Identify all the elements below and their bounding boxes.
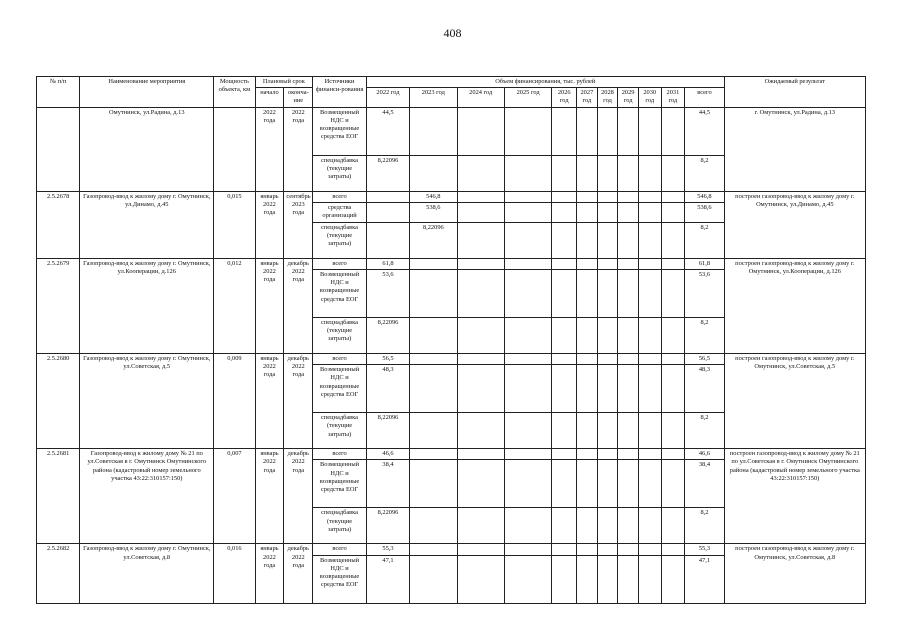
end-date: сентябрь 2023 года [284, 191, 313, 258]
total-value: 38,4 [685, 460, 724, 508]
start-date: январь 2022 года [255, 353, 284, 448]
year-value: 8,22096 [366, 508, 409, 544]
year-value [577, 202, 598, 222]
total-value: 8,2 [685, 508, 724, 544]
header-year: 2022 год [366, 88, 409, 107]
year-value [410, 107, 457, 155]
year-value: 44,5 [366, 107, 409, 155]
funding-source: Возмещенный НДС и возвращенные средства ЕОГ [313, 269, 367, 317]
funding-source: спецнадбавка (текущие затраты) [313, 317, 367, 353]
expected-result: построен газопровод-ввод к жилому дому г. Омутнинск, ул.Советская, д.5 [724, 353, 865, 448]
header-name: Наименование мероприятия [80, 77, 214, 108]
year-value [638, 449, 661, 460]
year-value [504, 365, 551, 413]
year-value [618, 413, 639, 449]
year-value [457, 365, 504, 413]
row-number: 2.5.2679 [37, 258, 80, 353]
header-year: 2029 год [618, 88, 639, 107]
year-value [597, 317, 618, 353]
year-value [504, 317, 551, 353]
year-value [504, 269, 551, 317]
year-value [597, 222, 618, 258]
year-value [457, 449, 504, 460]
year-value [638, 544, 661, 555]
year-value [552, 202, 577, 222]
financing-table [36, 76, 866, 604]
row-number: 2.5.2678 [37, 191, 80, 258]
total-value: 56,5 [685, 353, 724, 364]
year-value [597, 191, 618, 202]
year-value [552, 317, 577, 353]
year-value [577, 544, 598, 555]
year-value [410, 317, 457, 353]
header-year: 2026 год [552, 88, 577, 107]
table-row [37, 544, 866, 555]
year-value [661, 449, 685, 460]
year-value [661, 258, 685, 269]
year-value [661, 191, 685, 202]
year-value [552, 222, 577, 258]
funding-source: всего [313, 191, 367, 202]
header-period: Плановый срок [255, 77, 313, 88]
year-value [504, 107, 551, 155]
year-value [618, 317, 639, 353]
year-value [618, 460, 639, 508]
funding-source: всего [313, 258, 367, 269]
year-value [457, 269, 504, 317]
year-value [457, 202, 504, 222]
total-value: 8,2 [685, 155, 724, 191]
year-value [577, 365, 598, 413]
funding-source: спецнадбавка (текущие затраты) [313, 155, 367, 191]
header-volume: Объем финансирования, тыс. рублей [366, 77, 724, 88]
page-number: 408 [443, 26, 462, 40]
year-value [661, 222, 685, 258]
year-value [410, 460, 457, 508]
year-value: 46,6 [366, 449, 409, 460]
header-start: начало [255, 88, 284, 107]
year-value [577, 508, 598, 544]
measure-name: Газопровод-ввод к жилому дому г. Омутнинск, ул.Динамо, д.45 [80, 191, 214, 258]
header-num: № п/п [37, 77, 80, 108]
year-value [597, 544, 618, 555]
funding-source: Возмещенный НДС и возвращенные средства ЕОГ [313, 460, 367, 508]
year-value [504, 508, 551, 544]
header-capacity: Мощность объекта, км [214, 77, 255, 108]
year-value [577, 191, 598, 202]
measure-name: Газопровод-ввод к жилому дому г. Омутнинск, ул.Советская, д.8 [80, 544, 214, 603]
measure-name: Газопровод-ввод к жилому дому г. Омутнинск, ул.Советская, д.5 [80, 353, 214, 448]
header-year: 2031 год [661, 88, 685, 107]
year-value [638, 107, 661, 155]
row-number: 2.5.2680 [37, 353, 80, 448]
year-value [638, 508, 661, 544]
year-value [577, 269, 598, 317]
year-value [504, 191, 551, 202]
year-value: 8,22096 [410, 222, 457, 258]
measure-name: Газопровод-ввод к жилому дому № 21 по ул.Советская в г. Омутнинск Омутнинского района (кадастровый номер земельного участка 43:22:310157:150) [80, 449, 214, 544]
year-value [577, 555, 598, 603]
total-value: 546,8 [685, 191, 724, 202]
year-value [638, 460, 661, 508]
table-row [37, 107, 866, 155]
year-value [577, 107, 598, 155]
year-value: 48,3 [366, 365, 409, 413]
year-value [577, 317, 598, 353]
year-value [618, 155, 639, 191]
year-value [618, 191, 639, 202]
year-value [552, 508, 577, 544]
table-body [37, 107, 866, 603]
funding-source: Возмещенный НДС и возвращенные средства ЕОГ [313, 555, 367, 603]
year-value [457, 222, 504, 258]
year-value [410, 413, 457, 449]
year-value [457, 258, 504, 269]
year-value [504, 449, 551, 460]
year-value [661, 365, 685, 413]
expected-result: построен газопровод-ввод к жилому дому г. Омутнинск, ул.Кооперации, д.126 [724, 258, 865, 353]
funding-source: Возмещенный НДС и возвращенные средства ЕОГ [313, 107, 367, 155]
year-value [457, 155, 504, 191]
year-value [577, 460, 598, 508]
year-value [638, 413, 661, 449]
year-value [504, 155, 551, 191]
year-value [457, 191, 504, 202]
total-value: 8,2 [685, 413, 724, 449]
start-date: январь 2022 года [255, 258, 284, 353]
row-number: 2.5.2682 [37, 544, 80, 603]
capacity: 0,007 [214, 449, 255, 544]
year-value [597, 155, 618, 191]
year-value [552, 365, 577, 413]
capacity: 0,016 [214, 544, 255, 603]
year-value [597, 353, 618, 364]
year-value [661, 555, 685, 603]
year-value [661, 317, 685, 353]
year-value: 56,5 [366, 353, 409, 364]
year-value [410, 508, 457, 544]
header-result: Ожидаемый результат [724, 77, 865, 108]
year-value [410, 555, 457, 603]
year-value: 47,1 [366, 555, 409, 603]
capacity: 0,012 [214, 258, 255, 353]
year-value [410, 353, 457, 364]
funding-source: спецнадбавка (текущие затраты) [313, 222, 367, 258]
total-value: 48,3 [685, 365, 724, 413]
funding-source: всего [313, 544, 367, 555]
year-value [552, 353, 577, 364]
year-value [577, 155, 598, 191]
year-value [504, 258, 551, 269]
year-value [638, 191, 661, 202]
year-value [661, 107, 685, 155]
row-number: 2.5.2681 [37, 449, 80, 544]
year-value [577, 258, 598, 269]
year-value [552, 269, 577, 317]
funding-source: всего [313, 353, 367, 364]
total-value: 44,5 [685, 107, 724, 155]
start-date: январь 2022 года [255, 191, 284, 258]
total-value: 47,1 [685, 555, 724, 603]
year-value [618, 269, 639, 317]
year-value [366, 191, 409, 202]
year-value [638, 317, 661, 353]
year-value [457, 413, 504, 449]
year-value [661, 269, 685, 317]
year-value [457, 460, 504, 508]
year-value [410, 258, 457, 269]
year-value [457, 508, 504, 544]
total-value: 61,8 [685, 258, 724, 269]
year-value [410, 449, 457, 460]
expected-result: построен газопровод-ввод к жилому дому г. Омутнинск, ул.Динамо, д.45 [724, 191, 865, 258]
table-row [37, 449, 866, 460]
year-value [552, 555, 577, 603]
year-value [618, 449, 639, 460]
year-value [457, 544, 504, 555]
year-value [577, 353, 598, 364]
year-value [504, 353, 551, 364]
year-value [618, 353, 639, 364]
year-value [597, 449, 618, 460]
year-value [410, 269, 457, 317]
header-total: всего [685, 88, 724, 107]
funding-source: спецнадбавка (текущие затраты) [313, 508, 367, 544]
start-date: 2022 года [255, 107, 284, 191]
year-value [597, 258, 618, 269]
table-row [37, 191, 866, 202]
expected-result: построен газопровод-ввод к жилому дому г. Омутнинск, ул.Советская, д.8 [724, 544, 865, 603]
year-value [552, 460, 577, 508]
year-value [552, 544, 577, 555]
year-value [597, 460, 618, 508]
year-value [638, 202, 661, 222]
year-value [618, 202, 639, 222]
year-value [597, 269, 618, 317]
start-date: январь 2022 года [255, 449, 284, 544]
header-year: 2030 год [638, 88, 661, 107]
funding-source: средства организаций [313, 202, 367, 222]
year-value [410, 155, 457, 191]
year-value: 53,6 [366, 269, 409, 317]
year-value [552, 413, 577, 449]
total-value: 46,6 [685, 449, 724, 460]
year-value [638, 155, 661, 191]
header-year: 2023 год [410, 88, 457, 107]
capacity [214, 107, 255, 191]
year-value [661, 460, 685, 508]
year-value: 8,22096 [366, 155, 409, 191]
year-value [661, 202, 685, 222]
year-value [661, 544, 685, 555]
total-value: 538,6 [685, 202, 724, 222]
measure-name: Омутнинск, ул.Радина, д.13 [80, 107, 214, 191]
year-value [618, 555, 639, 603]
year-value [457, 317, 504, 353]
year-value: 8,22096 [366, 317, 409, 353]
year-value: 8,22096 [366, 413, 409, 449]
year-value [577, 413, 598, 449]
year-value [618, 544, 639, 555]
year-value [504, 544, 551, 555]
year-value [597, 555, 618, 603]
table-header [37, 77, 866, 108]
year-value [504, 460, 551, 508]
year-value [552, 258, 577, 269]
year-value [552, 191, 577, 202]
total-value: 8,2 [685, 222, 724, 258]
start-date: январь 2022 года [255, 544, 284, 603]
total-value: 8,2 [685, 317, 724, 353]
year-value [504, 555, 551, 603]
year-value [457, 107, 504, 155]
year-value [638, 258, 661, 269]
year-value: 546,8 [410, 191, 457, 202]
year-value [618, 107, 639, 155]
year-value [457, 555, 504, 603]
year-value [552, 107, 577, 155]
header-end: оконча-ние [284, 88, 313, 107]
year-value [457, 353, 504, 364]
header-year: 2028 год [597, 88, 618, 107]
table-row [37, 353, 866, 364]
header-year: 2025 год [504, 88, 551, 107]
funding-source: всего [313, 449, 367, 460]
year-value [618, 222, 639, 258]
total-value: 53,6 [685, 269, 724, 317]
year-value [618, 365, 639, 413]
row-number [37, 107, 80, 191]
year-value [366, 222, 409, 258]
year-value [638, 222, 661, 258]
expected-result: построен газопровод-ввод к жилому дому № 21 по ул.Советская в г. Омутнинск Омутнинского района (кадастровый номер земельного участка 43:22:310157:150) [724, 449, 865, 544]
year-value [504, 202, 551, 222]
year-value [552, 155, 577, 191]
measure-name: Газопровод-ввод к жилому дому г. Омутнинск, ул.Кооперации, д.126 [80, 258, 214, 353]
year-value [577, 449, 598, 460]
funding-source: Возмещенный НДС и возвращенные средства ЕОГ [313, 365, 367, 413]
end-date: декабрь 2022 года [284, 258, 313, 353]
capacity: 0,015 [214, 191, 255, 258]
year-value [661, 508, 685, 544]
year-value [552, 449, 577, 460]
year-value [661, 155, 685, 191]
capacity: 0,009 [214, 353, 255, 448]
year-value [618, 258, 639, 269]
table-row [37, 258, 866, 269]
year-value [597, 107, 618, 155]
year-value [366, 202, 409, 222]
year-value [597, 365, 618, 413]
end-date: декабрь 2022 года [284, 449, 313, 544]
year-value [410, 365, 457, 413]
year-value: 55,3 [366, 544, 409, 555]
end-date: декабрь 2022 года [284, 353, 313, 448]
year-value [638, 555, 661, 603]
header-sources: Источники финанси-рования [313, 77, 367, 108]
expected-result: г. Омутнинск, ул.Радина, д.13 [724, 107, 865, 191]
year-value [638, 365, 661, 413]
year-value [504, 222, 551, 258]
year-value [597, 413, 618, 449]
end-date: декабрь 2022 года [284, 544, 313, 603]
year-value: 61,8 [366, 258, 409, 269]
year-value [661, 353, 685, 364]
year-value [638, 269, 661, 317]
total-value: 55,3 [685, 544, 724, 555]
header-year: 2024 год [457, 88, 504, 107]
year-value [618, 508, 639, 544]
year-value [577, 222, 598, 258]
year-value [504, 413, 551, 449]
header-year: 2027 год [577, 88, 598, 107]
end-date: 2022 года [284, 107, 313, 191]
year-value: 538,6 [410, 202, 457, 222]
year-value [410, 544, 457, 555]
year-value [597, 202, 618, 222]
funding-source: спецнадбавка (текущие затраты) [313, 413, 367, 449]
year-value [597, 508, 618, 544]
year-value [638, 353, 661, 364]
year-value [661, 413, 685, 449]
year-value: 38,4 [366, 460, 409, 508]
